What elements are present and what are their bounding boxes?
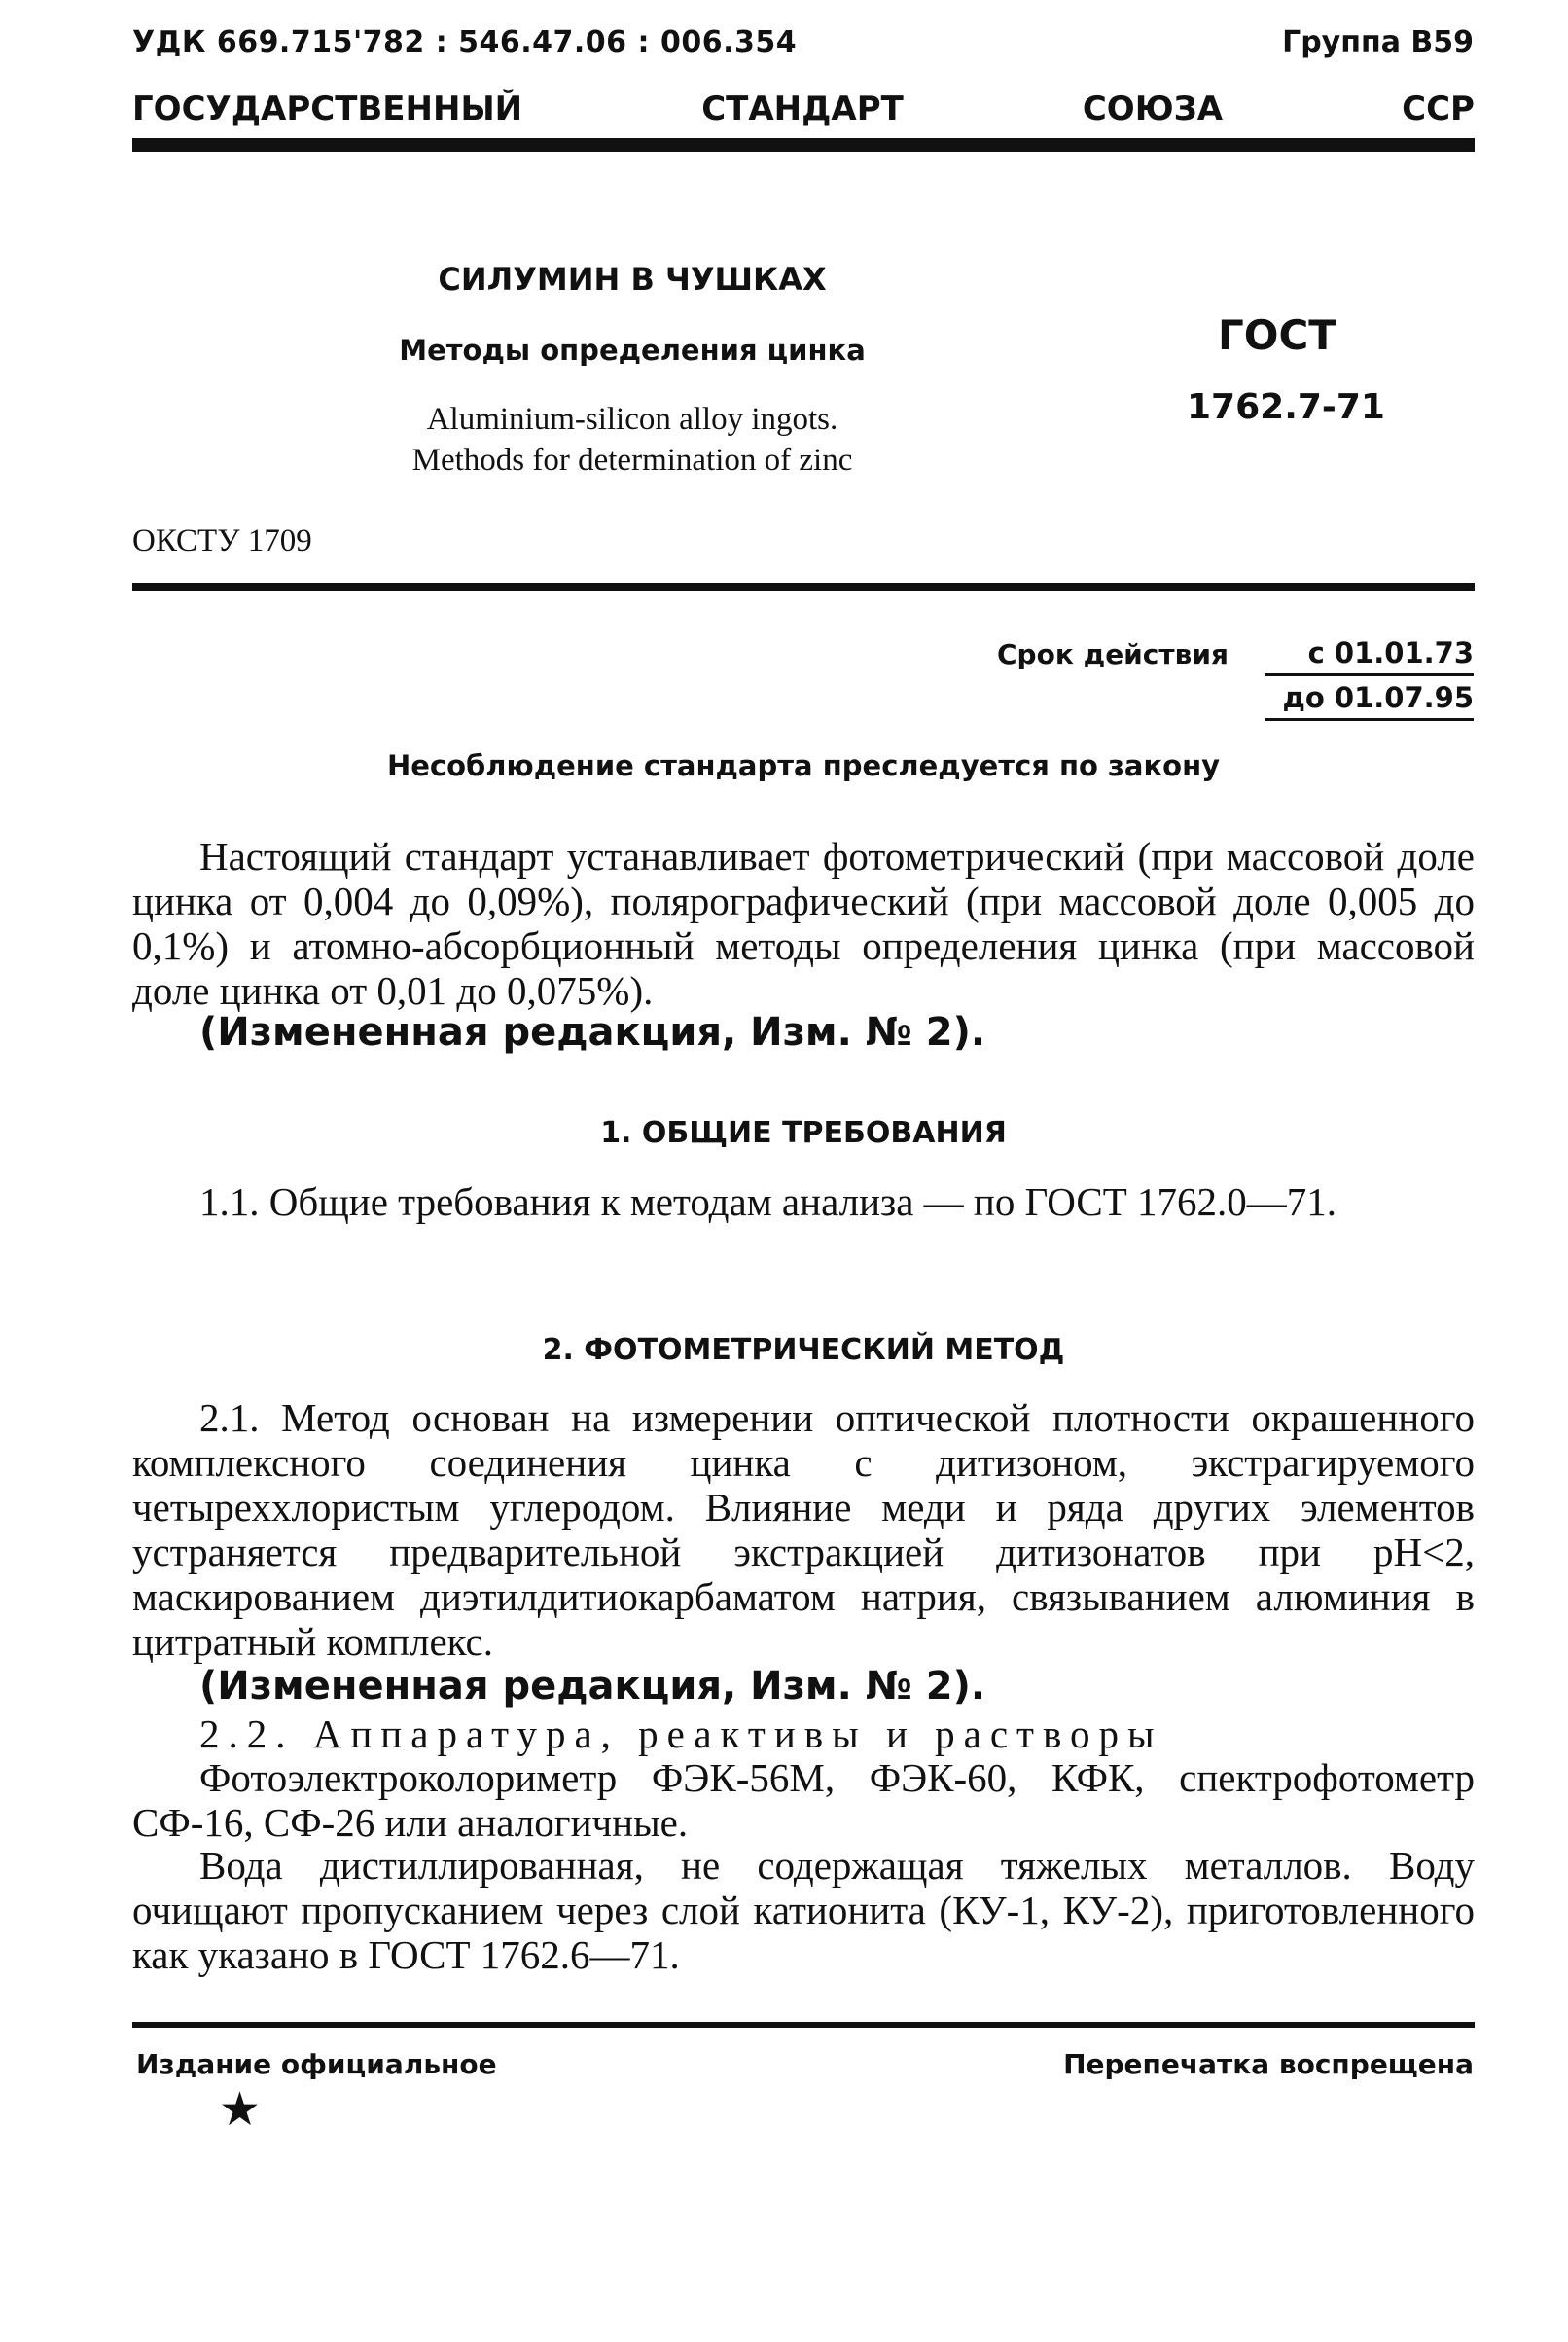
paragraph-2-2-water xyxy=(132,1843,1475,1977)
banner-word: СОЮЗА xyxy=(1082,90,1224,128)
header-thick-rule xyxy=(132,138,1475,152)
law-notice: Несоблюдение стандарта преследуется по закону xyxy=(386,749,1221,782)
udk-code: УДК 669.715'782 : 546.47.06 : 006.354 xyxy=(132,25,798,59)
reprint-note: Перепечатка воспрещена xyxy=(1063,2048,1474,2080)
banner-word: ССР xyxy=(1402,90,1475,128)
paragraph-2-1 xyxy=(132,1395,1475,1664)
edition-note: Издание официальное xyxy=(136,2048,497,2080)
paragraph-2-1-amendment: (Измененная редакция, Изм. № 2). xyxy=(199,1664,986,1709)
group-code: Группа В59 xyxy=(1282,25,1474,59)
footer-rule xyxy=(132,2022,1475,2028)
intro-amendment: (Измененная редакция, Изм. № 2). xyxy=(199,1010,986,1055)
validity-underline xyxy=(1265,718,1474,721)
paragraph-1-1-text: 1.1. Общие требования к методам анализа — по ГОСТ 1762.0—71. xyxy=(199,1179,1337,1224)
gost-number: 1762.7-71 xyxy=(1187,387,1385,427)
equipment-text: Фотоэлектроколориметр ФЭК-56М, ФЭК-60, КФК, спектрофотометр СФ-16, СФ-26 или аналогичные. xyxy=(132,1755,1475,1845)
water-text: Вода дистиллированная, не содержащая тяжелых металлов. Воду очищают пропусканием через слой катионита (КУ-1, КУ-2), приготовленного как указано в ГОСТ 1762.6—71. xyxy=(132,1843,1475,1977)
validity-to: до 01.07.95 xyxy=(1282,681,1474,714)
star-icon: ★ xyxy=(219,2084,262,2136)
title-en-line: Methods for determination of zinc xyxy=(411,443,853,478)
paragraph-2-2-title: 2.2. Аппаратура, реактивы и растворы xyxy=(199,1711,1163,1756)
title-block-rule xyxy=(132,583,1475,591)
intro-paragraph xyxy=(132,834,1475,1013)
title-en-line: Aluminium-silicon alloy ingots. xyxy=(426,402,838,437)
validity-underline xyxy=(1265,673,1474,676)
paragraph-1-1 xyxy=(132,1179,1475,1224)
state-standard-banner xyxy=(132,90,1475,128)
banner-word: СТАНДАРТ xyxy=(701,90,904,128)
document-subtitle-ru: Методы определения цинка xyxy=(399,334,866,367)
okstu-code: ОКСТУ 1709 xyxy=(132,523,312,558)
paragraph-2-2-equipment xyxy=(132,1755,1475,1845)
section-1-heading: 1. ОБЩИЕ ТРЕБОВАНИЯ xyxy=(600,1116,1007,1150)
document-title-ru: СИЛУМИН В ЧУШКАХ xyxy=(438,261,827,298)
validity-label: Срок действия xyxy=(997,638,1229,670)
paragraph-2-1-text: 2.1. Метод основан на измерении оптической плотности окрашенного комплексного соединения цинка с дитизоном, экстрагируемого четыреххлористым углеродом. Влияние меди и ряда других элементов устраняется предварительной экстракцией дитизонатов при pH<2, маскированием диэтилдитиокарбаматом натрия, связыванием алюминия в цитратный комплекс. xyxy=(132,1395,1475,1664)
gost-label: ГОСТ xyxy=(1218,311,1336,359)
intro-text: Настоящий стандарт устанавливает фотометрический (при массовой доле цинка от 0,004 до 0,09%), полярографический (при массовой доле 0,005 до 0,1%) и атомно-абсорбционный методы определения цинка (при массовой доле цинка от 0,01 до 0,075%). xyxy=(132,834,1475,1013)
document-title-en xyxy=(292,399,973,481)
validity-from: с 01.01.73 xyxy=(1307,636,1474,669)
banner-word: ГОСУДАРСТВЕННЫЙ xyxy=(132,90,523,128)
section-2-heading: 2. ФОТОМЕТРИЧЕСКИЙ МЕТОД xyxy=(542,1333,1065,1367)
